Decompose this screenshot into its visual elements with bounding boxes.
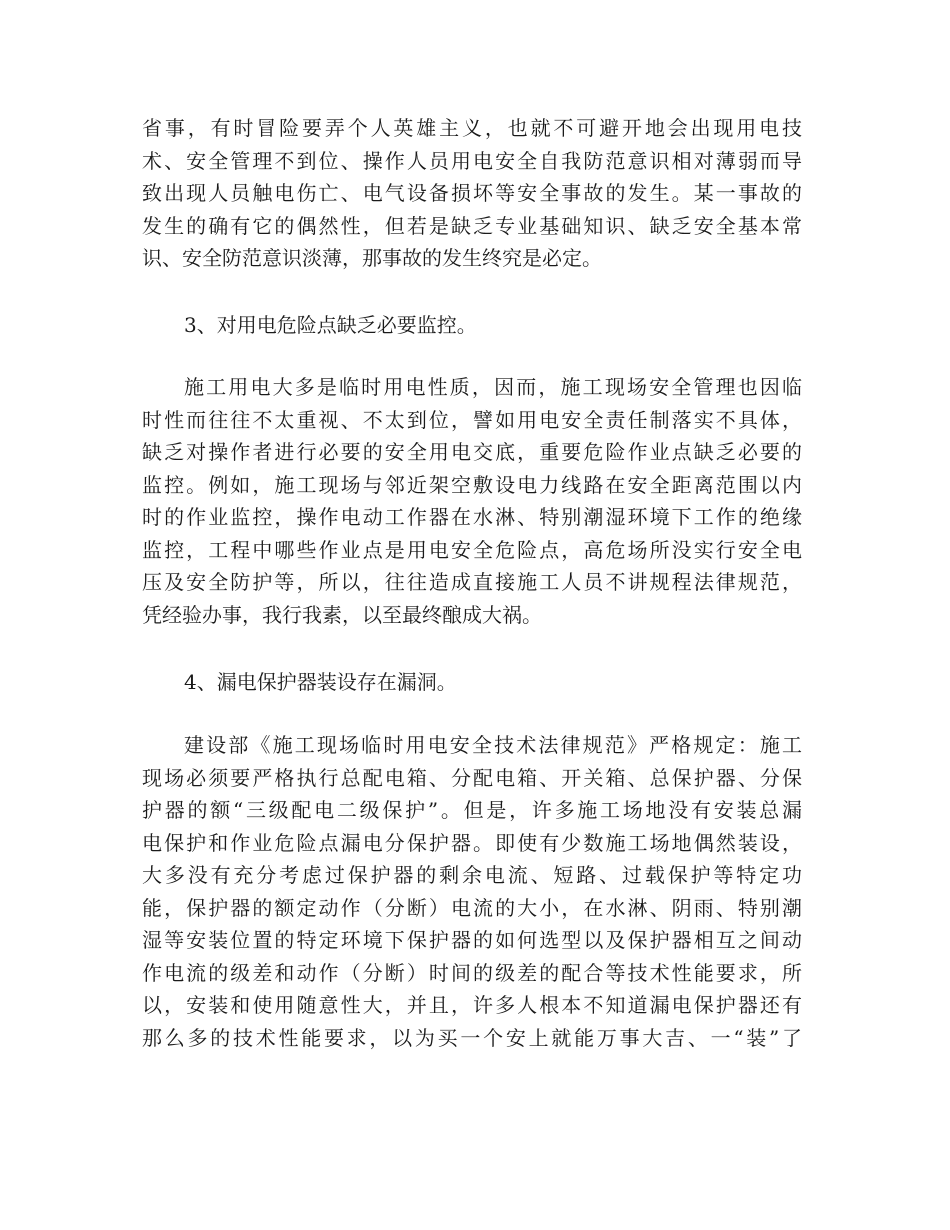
text-line: 护器的额“三级配电二级保护”。但是，许多施工场地没有安装总漏 (142, 798, 802, 822)
text-line: 作电流的级差和动作（分断）时间的级差的配合等技术性能要求，所 (142, 960, 802, 985)
text-line: 致出现人员触电伤亡、电气设备损坏等安全事故的发生。某一事故的 (142, 181, 802, 205)
text-line: 发生的确有它的偶然性，但若是缺乏专业基础知识、缺乏安全基本常 (142, 213, 802, 238)
text-line: 时性而往往不太重视、不太到位，譬如用电安全责任制落实不具体， (142, 407, 802, 432)
text-line: 电保护和作业危险点漏电分保护器。即使有少数施工场地偶然装设， (142, 830, 802, 855)
text-line: 施工用电大多是临时用电性质，因而，施工现场安全管理也因临 (184, 375, 802, 399)
text-line: 识、安全防范意识淡薄，那事故的发生终究是必定。 (142, 246, 602, 270)
text-line: 建设部《施工现场临时用电安全技术法律规范》严格规定：施工 (184, 733, 802, 757)
text-line: 那么多的技术性能要求，以为买一个安上就能万事大吉、一“装”了 (142, 1025, 802, 1050)
text-line: 省事，有时冒险要弄个人英雄主义，也就不可避开地会出现用电技 (142, 116, 802, 140)
text-line: 缺乏对操作者进行必要的安全用电交底，重要危险作业点缺乏必要的 (142, 440, 802, 464)
section-heading-3 (142, 309, 802, 342)
text-line: 以，安装和使用随意性大，并且，许多人根本不知道漏电保护器还有 (142, 993, 802, 1017)
text-line: 术、安全管理不到位、操作人员用电安全自我防范意识相对薄弱而导 (142, 148, 802, 173)
heading-text: 4、漏电保护器装设存在漏洞。 (184, 670, 457, 694)
paragraph-temporary-power (142, 371, 802, 631)
text-line: 能，保护器的额定动作（分断）电流的大小，在水淋、阴雨、特别潮 (142, 895, 802, 920)
text-line: 凭经验办事，我行我素，以至最终酿成大祸。 (142, 602, 542, 627)
paragraph-leakage-protector (142, 729, 802, 1054)
text-line: 压及安全防护等，所以，往往造成直接施工人员不讲规程法律规范， (142, 570, 802, 594)
section-heading-4 (142, 666, 802, 699)
paragraph-continuation (142, 112, 802, 275)
text-line: 时的作业监控，操作电动工作器在水淋、特别潮湿环境下工作的绝缘 (142, 505, 802, 529)
text-line: 监控，工程中哪些作业点是用电安全危险点，高危场所没实行安全电 (142, 537, 802, 562)
text-line: 监控。例如，施工现场与邻近架空敷设电力线路在安全距离范围以内 (142, 472, 802, 497)
text-line: 大多没有充分考虑过保护器的剩余电流、短路、过载保护等特定功 (142, 863, 802, 887)
text-line: 湿等安装位置的特定环境下保护器的如何选型以及保护器相互之间动 (142, 928, 802, 952)
heading-text: 3、对用电危险点缺乏必要监控。 (184, 313, 477, 337)
text-line: 现场必须要严格执行总配电箱、分配电箱、开关箱、总保护器、分保 (142, 765, 802, 790)
